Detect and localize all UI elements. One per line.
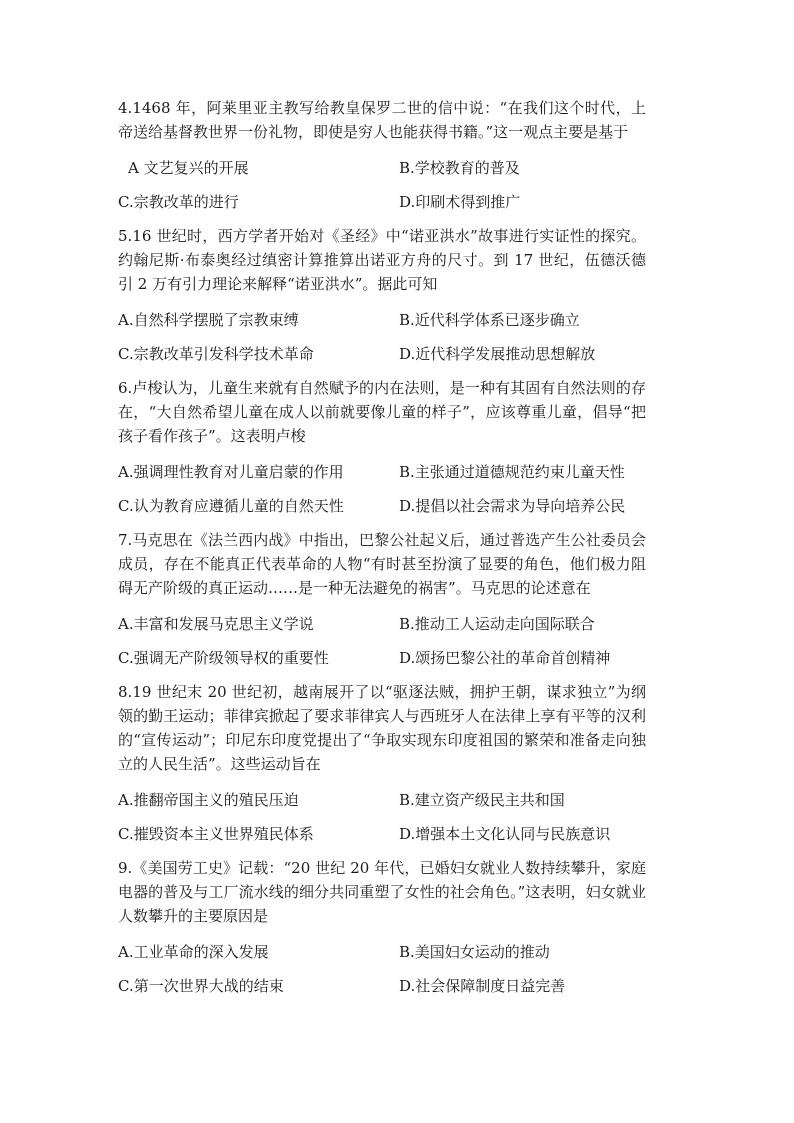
option-b: B.建立资产级民主共和国 xyxy=(399,791,565,809)
option-a: A.自然科学摆脱了宗教束缚 xyxy=(118,311,299,329)
option-row xyxy=(118,612,678,636)
option-row xyxy=(118,646,678,670)
option-b: B.美国妇女运动的推动 xyxy=(399,943,550,961)
option-row xyxy=(118,308,678,332)
option-b: B.推动工人运动走向国际联合 xyxy=(399,615,595,633)
option-a: A.推翻帝国主义的殖民压迫 xyxy=(118,791,299,809)
option-a: A.强调理性教育对儿童启蒙的作用 xyxy=(118,463,344,481)
question-stem: 4.1468 年，阿莱里亚主教写给教皇保罗二世的信中说：“在我们这个时代，上帝送给基督教世界一份礼物，即使是穷人也能获得书籍。”这一观点主要是基于 xyxy=(118,99,646,141)
option-row xyxy=(118,940,678,964)
option-d: D.近代科学发展推动思想解放 xyxy=(399,345,596,363)
option-row xyxy=(118,822,678,846)
option-b: B.近代科学体系已逐步确立 xyxy=(399,311,580,329)
option-a: A.工业革命的深入发展 xyxy=(118,943,269,961)
option-d: D.印刷术得到推广 xyxy=(399,193,521,211)
option-d: D.颂扬巴黎公社的革命首创精神 xyxy=(399,649,611,667)
question-stem: 9.《美国劳工史》记载：“20 世纪 20 年代，已婚妇女就业人数持续攀升，家庭电器的普及与工厂流水线的细分共同重塑了女性的社会角色。”这表明，妇女就业人数攀升的主要原因是 xyxy=(118,859,646,925)
option-d: D.社会保障制度日益完善 xyxy=(399,977,566,995)
option-d: D.提倡以社会需求为导向培养公民 xyxy=(399,497,626,515)
option-row xyxy=(118,974,678,998)
option-row xyxy=(118,190,678,214)
question-stem: 5.16 世纪时，西方学者开始对《圣经》中“诺亚洪水”故事进行实证性的探究。约翰尼斯·布泰奥经过缜密计算推算出诺亚方舟的尺寸。到 17 世纪，伍德沃德引 2 万有引力理论来解释“诺亚洪水”。据此可知 xyxy=(118,227,646,293)
question-stem: 8.19 世纪末 20 世纪初，越南展开了以“驱逐法贼，拥护王朝，谋求独立”为纲领的勤王运动；菲律宾掀起了要求菲律宾人与西班牙人在法律上享有平等的汉利的“宣传运动”；印尼东印度党提出了“争取实现东印度祖国的繁荣和准备走向独立的人民生活”。这些运动旨在 xyxy=(118,683,646,773)
option-d: D.增强本土文化认同与民族意识 xyxy=(399,825,611,843)
option-c: C.宗教改革引发科学技术革命 xyxy=(118,345,314,363)
option-b: B.主张通过道德规范约束儿童天性 xyxy=(399,463,625,481)
question-stem: 7.马克思在《法兰西内战》中指出，巴黎公社起义后，通过普选产生公社委员会成员，存在不能真正代表革命的人物“有时甚至扮演了显要的角色，他们极力阻碍无产阶级的真正运动……是一种无法避免的祸害”。马克思的论述意在 xyxy=(118,531,646,597)
option-a: A.丰富和发展马克思主义学说 xyxy=(118,615,314,633)
option-c: C.认为教育应遵循儿童的自然天性 xyxy=(118,497,344,515)
option-row xyxy=(118,460,678,484)
option-row xyxy=(118,342,678,366)
option-c: C.宗教改革的进行 xyxy=(118,193,239,211)
option-a: A 文艺复兴的开展 xyxy=(128,159,249,177)
option-c: C.第一次世界大战的结束 xyxy=(118,977,284,995)
question-stem: 6.卢梭认为，儿童生来就有自然赋予的内在法则，是一种有其固有自然法则的存在，“大自然希望儿童在成人以前就要像儿童的样子”，应该尊重儿童，倡导“把孩子看作孩子”。这表明卢梭 xyxy=(118,379,646,445)
option-row xyxy=(118,788,678,812)
option-row xyxy=(118,156,678,180)
option-row xyxy=(118,494,678,518)
option-c: C.摧毁资本主义世界殖民体系 xyxy=(118,825,314,843)
option-c: C.强调无产阶级领导权的重要性 xyxy=(118,649,329,667)
option-b: B.学校教育的普及 xyxy=(399,159,520,177)
